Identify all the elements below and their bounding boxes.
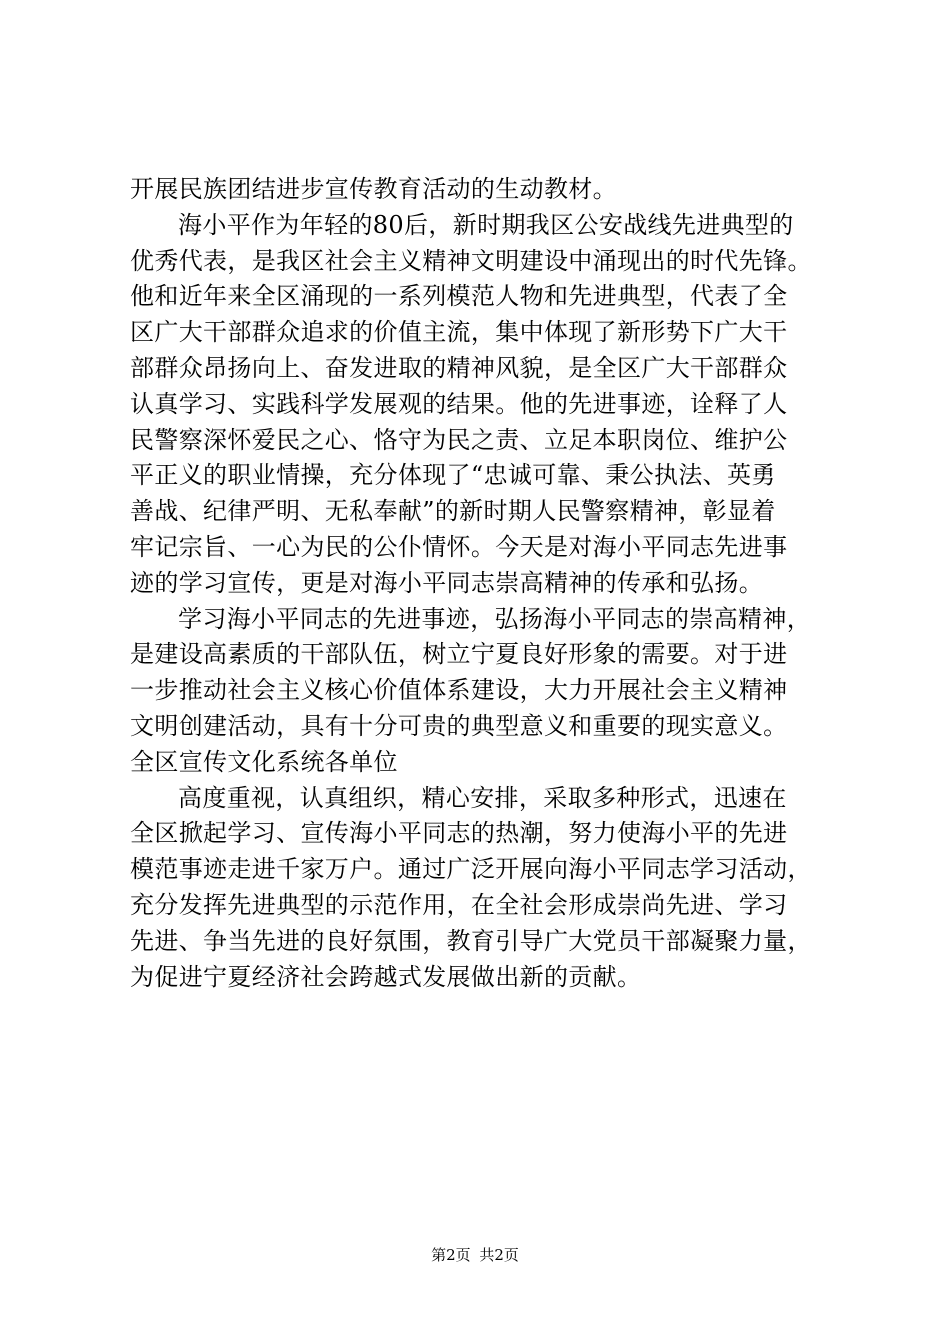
text-line: 开展民族团结进步宣传教育活动的生动教材。	[130, 175, 617, 203]
document-body	[130, 172, 830, 995]
text-line: 先进、争当先进的良好氛围，教育引导广大党员干部凝聚力量，	[130, 926, 812, 955]
text-line: 平正义的职业情操，充分体现了“忠诚可靠、秉公执法、英勇	[130, 461, 776, 490]
text-line: 全区宣传文化系统各单位	[130, 747, 398, 776]
text-line: 迹的学习宣传，更是对海小平同志崇高精神的传承和弘扬。	[130, 568, 764, 597]
text-line: 部群众昂扬向上、奋发进取的精神风貌，是全区广大干部群众	[130, 353, 788, 382]
text-line: 文明创建活动，具有十分可贵的典型意义和重要的现实意义。	[130, 711, 788, 740]
text-line: 他和近年来全区涌现的一系列模范人物和先进典型，代表了全	[130, 282, 788, 311]
text-line: 为促进宁夏经济社会跨越式发展做出新的贡献。	[130, 962, 642, 991]
text-line: 是建设高素质的干部队伍，树立宁夏良好形象的需要。对于进	[130, 640, 788, 669]
text-line: 认真学习、实践科学发展观的结果。他的先进事迹，诠释了人	[130, 389, 788, 418]
text-line: 一步推动社会主义核心价值体系建设，大力开展社会主义精神	[130, 676, 788, 705]
text-line: 优秀代表，是我区社会主义精神文明建设中涌现出的时代先锋。	[130, 246, 812, 275]
page-number: 第2页	[431, 1246, 471, 1264]
text-line: 民警察深怀爱民之心、恪守为民之责、立足本职岗位、维护公	[130, 425, 788, 454]
text-line: 充分发挥先进典型的示范作用，在全社会形成崇尚先进、学习	[130, 890, 788, 919]
text-line: 善战、纪律严明、无私奉献”的新时期人民警察精神，彰显着	[130, 497, 776, 526]
text-line: 学习海小平同志的先进事迹，弘扬海小平同志的崇高精神，	[178, 604, 812, 633]
text-line: 区广大干部群众追求的价值主流，集中体现了新形势下广大干	[130, 318, 788, 347]
page-footer	[0, 1245, 950, 1265]
page-total: 共2页	[479, 1246, 519, 1264]
text-line: 高度重视，认真组织，精心安排，采取多种形式，迅速在	[178, 783, 787, 812]
text-line: 牢记宗旨、一心为民的公仆情怀。今天是对海小平同志先进事	[130, 532, 788, 561]
text-line: 海小平作为年轻的80后，新时期我区公安战线先进典型的	[178, 210, 794, 239]
text-line: 模范事迹走进千家万户。通过广泛开展向海小平同志学习活动，	[130, 855, 812, 884]
text-line: 全区掀起学习、宣传海小平同志的热潮，努力使海小平的先进	[130, 819, 788, 848]
